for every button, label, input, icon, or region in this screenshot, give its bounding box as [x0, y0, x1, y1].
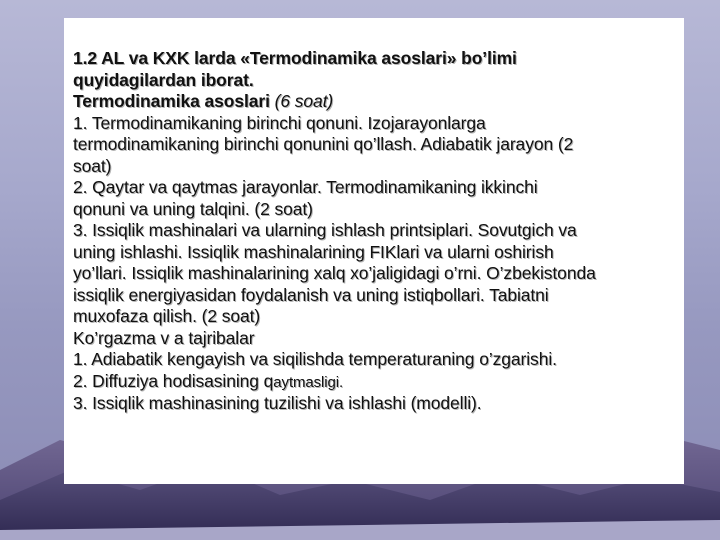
item-3-line-1: 3. Issiqlik mashinalari va ularning ishlash printsiplari. Sovutgich va [73, 220, 577, 240]
demo-item-1: 1. Adiabatik kengayish va siqilishda temperaturaning o’zgarishi. [73, 349, 557, 369]
section-hours: (6 soat) [269, 91, 334, 111]
item-3-line-2: uning ishlashi. Issiqlik mashinalarining FIKlari va ularni oshirish [73, 241, 554, 262]
section-title-termodinamika [73, 91, 683, 113]
item-3-line-3: yo’llari. Issiqlik mashinalarining xalq xo’jaligidagi o’rni. O’zbekistonda [73, 263, 596, 283]
demo-item-2 [73, 371, 683, 394]
item-1-line-2: termodinamikaning birinchi qonunini qo’llash. Adiabatik jarayon (2 [73, 134, 574, 154]
slide-text [73, 48, 683, 415]
demo-item-2-small: aytmasligi. [273, 373, 344, 391]
item-3-line-4: issiqlik energiyasidan foydalanish va uning istiqbollari. Tabiatni [73, 284, 549, 305]
item-2-line-2: qonuni va uning talqini. (2 soat) [73, 198, 313, 219]
section-title-korgazma: Ko’rgazma v a tajribalar [73, 327, 255, 348]
item-1-line-3: soat) [73, 155, 112, 176]
item-3-line-5: muxofaza qilish. (2 soat) [73, 306, 261, 326]
heading-line-1: 1.2 AL va KXK larda «Termodinamika asoslari» bo’limi [73, 48, 517, 68]
demo-item-2-main: 2. Diffuziya hodisasining q [73, 370, 274, 391]
section-title-text: Termodinamika asoslari [73, 91, 270, 111]
item-1-line-1: 1. Termodinamikaning birinchi qonuni. Izojarayonlarga [73, 112, 486, 133]
item-2-line-1: 2. Qaytar va qaytmas jarayonlar. Termodinamikaning ikkinchi [73, 177, 538, 197]
heading-line-2: quyidagilardan iborat. [73, 69, 254, 90]
demo-item-3: 3. Issiqlik mashinasining tuzilishi va ishlashi (modelli). [73, 393, 482, 413]
